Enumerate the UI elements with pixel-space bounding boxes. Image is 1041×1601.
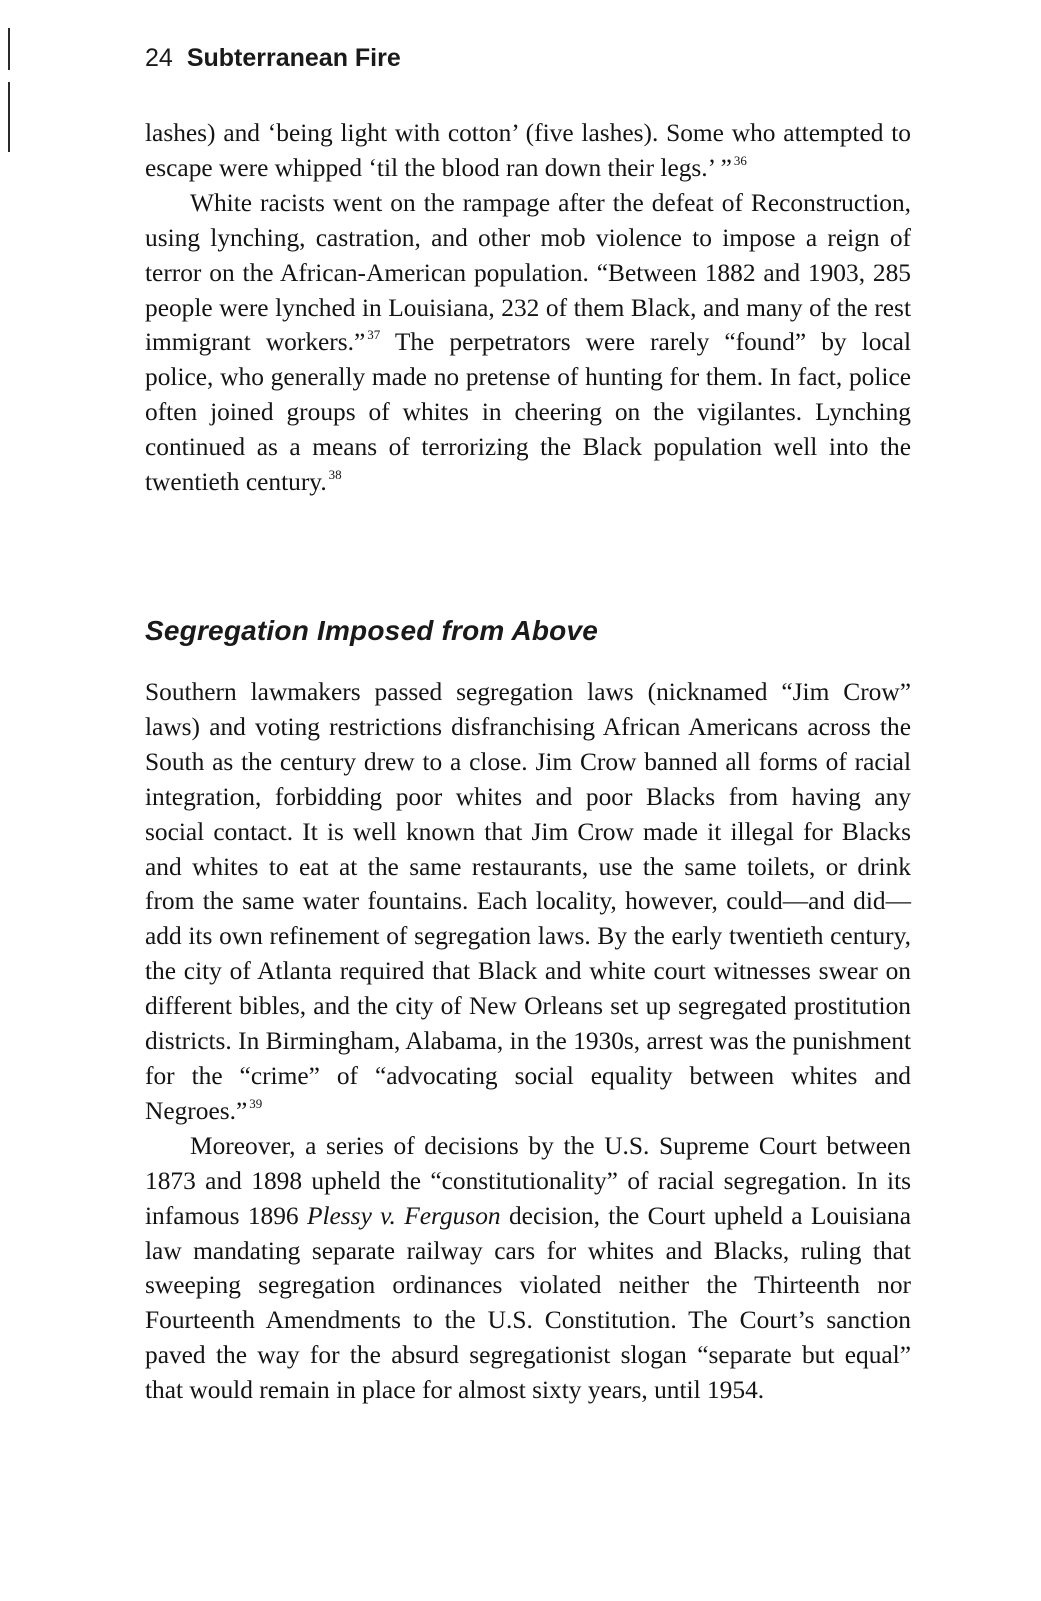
paragraph-2 [145, 186, 911, 500]
text-block-upper [145, 116, 911, 500]
paragraph-3-text: Southern lawmakers passed segregation laws (nicknamed “Jim Crow” laws) and voting restrictions disfranchising African Americans across the South as the century drew to a close. Jim Crow banned all forms of racial integration, forbidding poor whites and poor Blacks from having any social contact. It is well known that Jim Crow made it illegal for Blacks and whites to eat at the same restaurants, use the same toilets, or drink from the same water fountains. Each locality, however, could—and did—add its own refinement of segregation laws. By the early twentieth century, the city of Atlanta required that Black and white court witnesses swear on different bibles, and the city of New Orleans set up segregated prostitution districts. In Birmingham, Alabama, in the 1930s, arrest was the punishment for the “crime” of “advocating social equality between whites and Negroes.” [145, 678, 911, 1125]
footnote-ref-38[interactable]: 38 [328, 467, 342, 483]
paragraph-4-text-b: decision, the Court upheld a Louisiana law mandating separate railway cars for whites and Blacks, ruling that sweeping segregation ordinances violated neither the Thirteenth nor Fourteenth Amendments to the U.S. Constitution. The Court’s sanction paved the way for the absurd segregationist slogan “separate but equal” that would remain in place for almost sixty years, until 1954. [145, 1201, 911, 1405]
paragraph-4 [145, 1129, 911, 1408]
footnote-ref-36[interactable]: 36 [733, 152, 747, 168]
footnote-ref-37[interactable]: 37 [367, 327, 381, 343]
section-heading: Segregation Imposed from Above [145, 615, 599, 646]
paragraph-1 [145, 116, 911, 186]
text-block-lower [145, 675, 911, 1408]
running-head [145, 44, 401, 73]
scan-edge-mark [8, 28, 10, 70]
case-name: Plessy v. Ferguson [306, 1201, 501, 1230]
paragraph-2-text-b: The perpetrators were rarely “found” by local police, who generally made no pretense of hunting for them. In fact, police often joined groups of whites in cheering on the vigilantes. Lynching continued as a means of terrorizing the Black population well into the twentieth century. [145, 328, 911, 497]
footnote-ref-39[interactable]: 39 [249, 1095, 263, 1111]
paragraph-3 [145, 675, 911, 1129]
page-number: 24 [145, 44, 173, 72]
paragraph-2-text-a: White racists went on the rampage after the defeat of Reconstruction, using lynching, castration, and other mob violence to impose a reign of terror on the African-American population. “Between 1882 and 1903, 285 people were lynched in Louisiana, 232 of them Black, and many of the rest immigrant workers.” [145, 188, 911, 357]
paragraph-4-text-a: Moreover, a series of decisions by the U.S. Supreme Court between 1873 and 1898 upheld the “constitutionality” of racial segregation. In its infamous 1896 [145, 1131, 911, 1230]
paragraph-1-text: lashes) and ‘being light with cotton’ (five lashes). Some who attempted to escape were whipped ‘til the blood ran down their legs.’ ” [145, 119, 911, 182]
scan-edge-mark [8, 82, 10, 152]
book-title: Subterranean Fire [186, 44, 401, 72]
